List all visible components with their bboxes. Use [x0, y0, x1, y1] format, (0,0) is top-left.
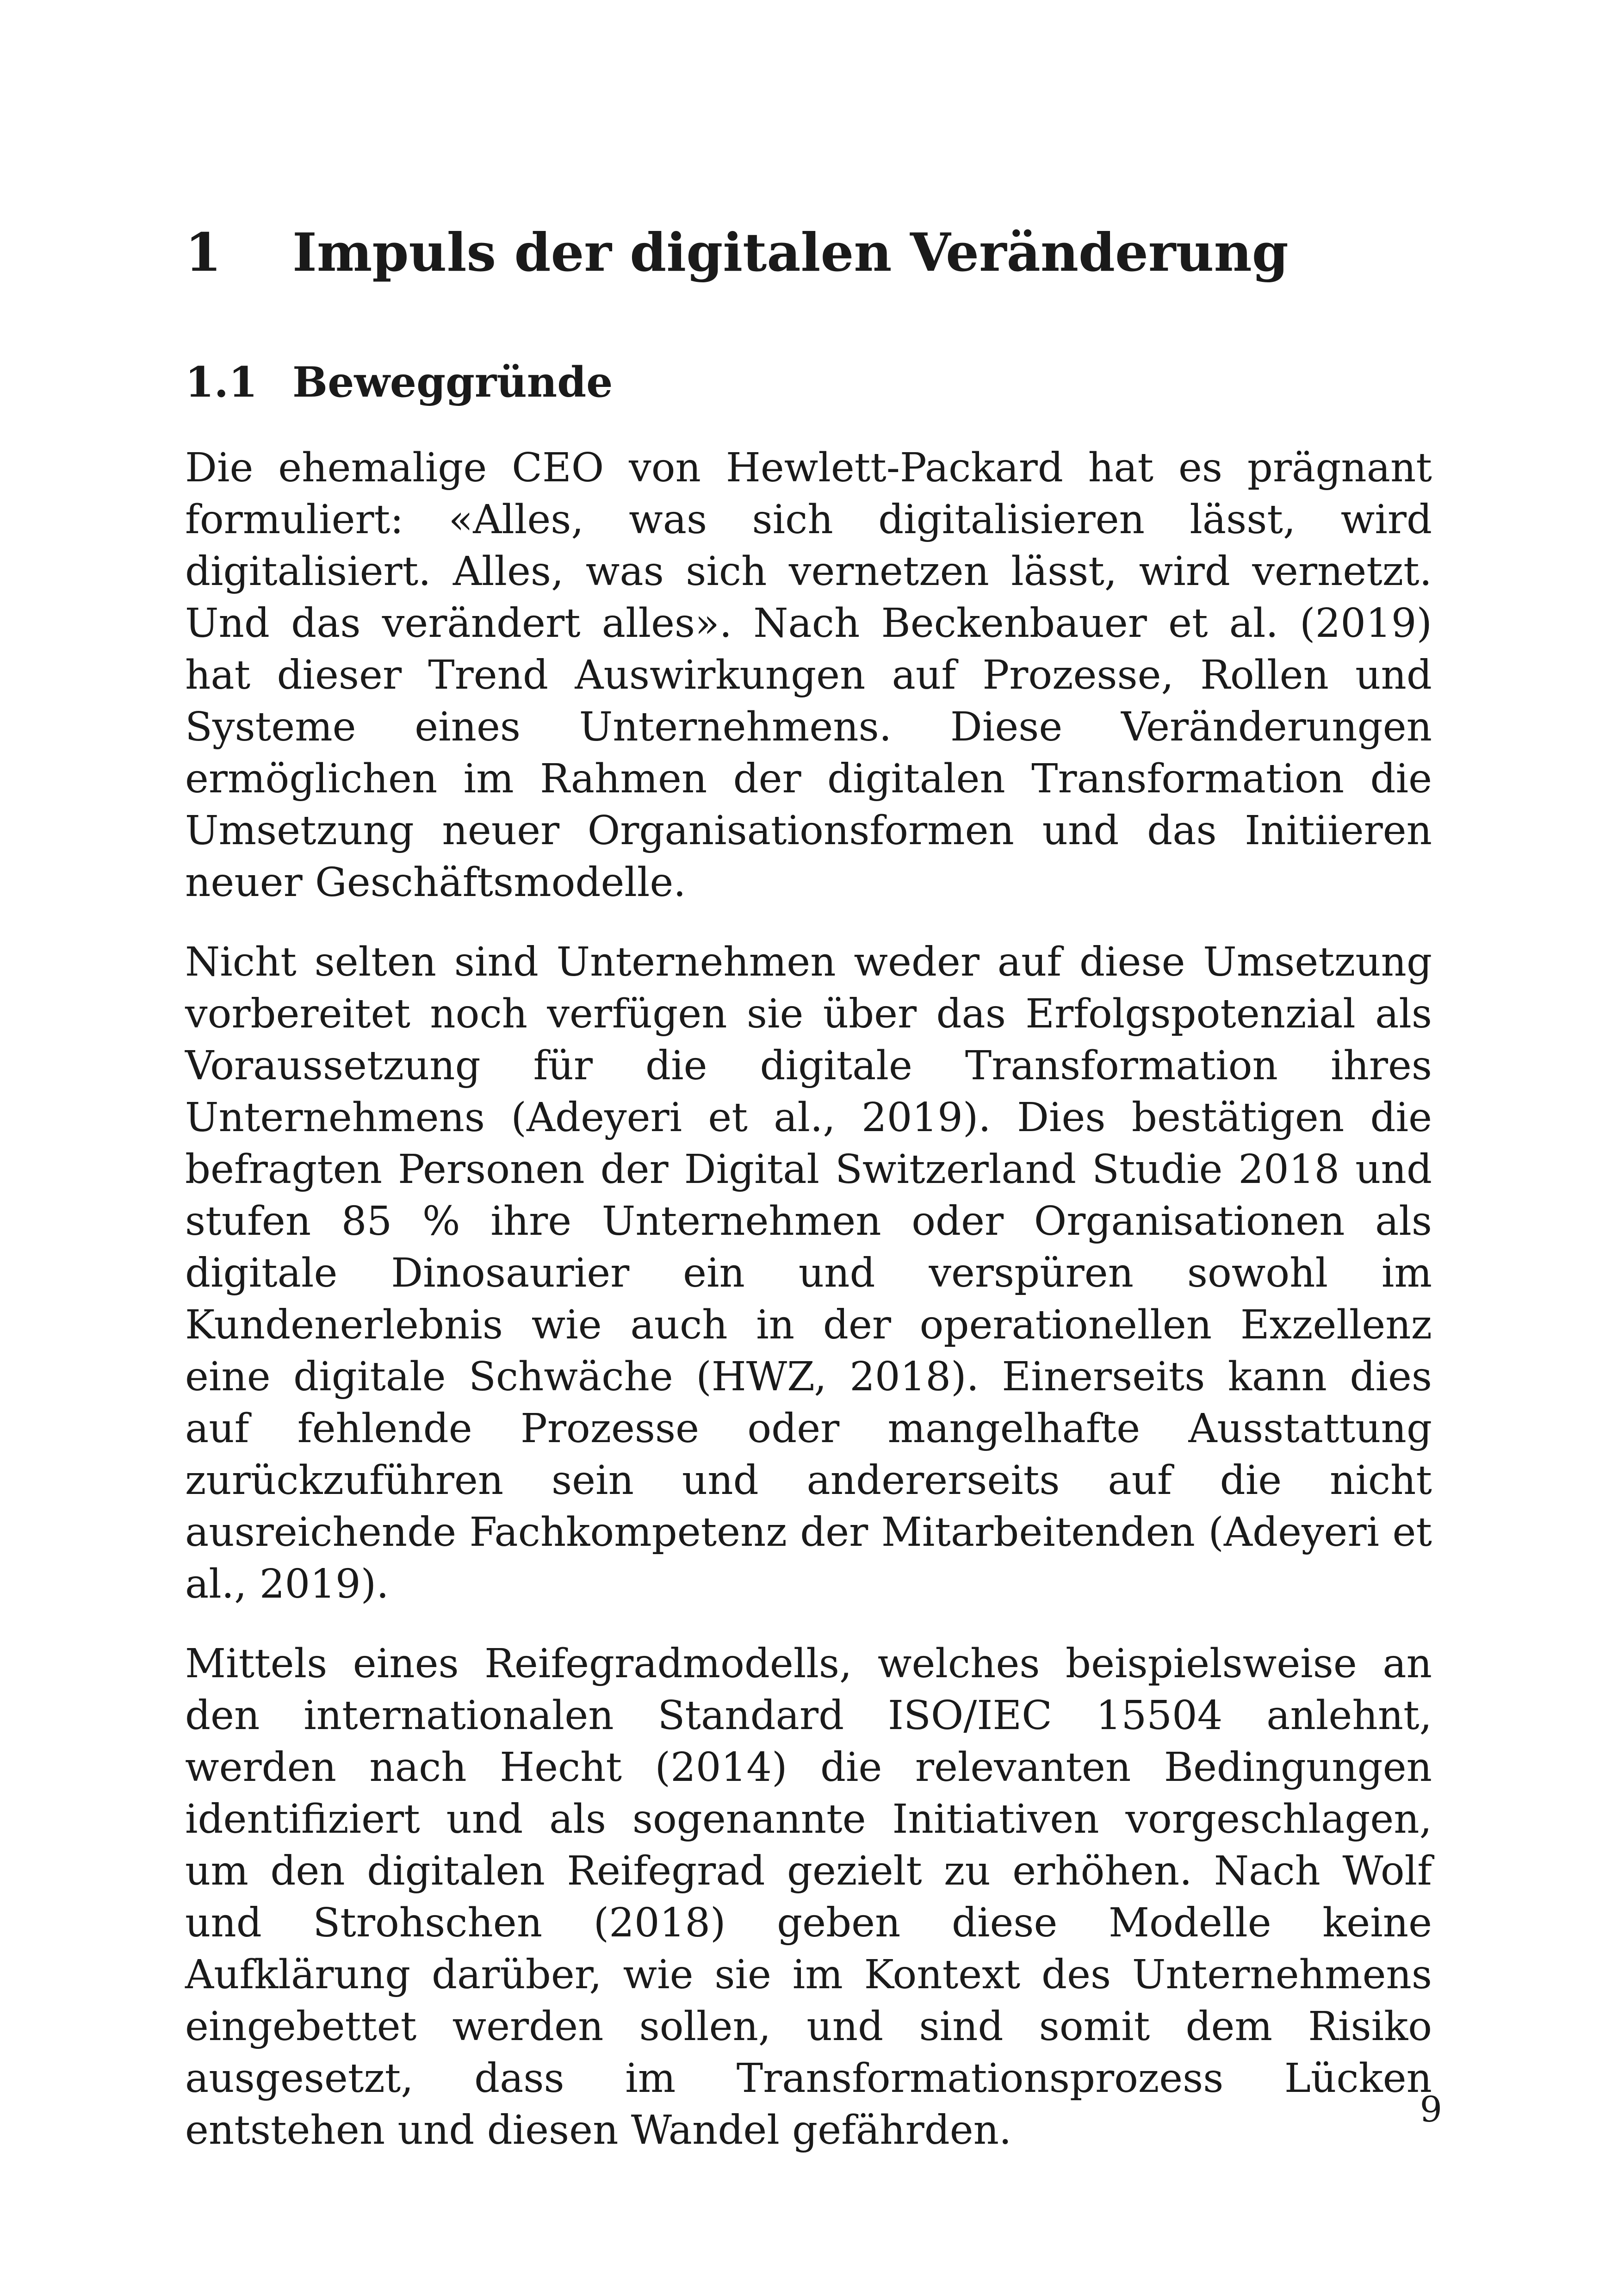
section-title: Beweggründe	[292, 358, 613, 407]
section-number: 1.1	[185, 358, 258, 407]
paragraph-1: Die ehemalige CEO von Hewlett-Packard hat es prägnant formuliert: «Alles, was sich digitalisieren lässt, wird digitalisiert. Alles, was sich vernetzen lässt, wird vernetzt. Und das verändert alles». Nach Beckenbauer et al. (2019) hat dieser Trend Auswirkungen auf Prozesse, Rollen und Systeme eines Unternehmens. Diese Veränderungen ermöglichen im Rahmen der digitalen Transformation die Umsetzung neuer Organisationsformen und das Initiieren neuer Geschäftsmodelle.	[185, 445, 1432, 906]
paragraph-2: Nicht selten sind Unternehmen weder auf diese Umsetzung vorbereitet noch verfügen sie über das Erfolgspotenzial als Voraussetzung für die digitale Transformation ihres Unternehmens (Adeyeri et al., 2019). Dies bestätigen die befragten Personen der Digital Switzerland Studie 2018 und stufen 85 % ihre Unternehmen oder Organisationen als digitale Dinosaurier ein und verspüren sowohl im Kundenerlebnis wie auch in der operationellen Exzellenz eine digitale Schwäche (HWZ, 2018). Einerseits kann dies auf fehlende Prozesse oder mangelhafte Ausstattung zurückzuführen sein und andererseits auf die nicht ausreichende Fachkompetenz der Mitarbeitenden (Adeyeri et al., 2019).	[185, 939, 1432, 1607]
paragraph-3: Mittels eines Reifegradmodells, welches beispielsweise an den internationalen Standard ISO/IEC 15504 anlehnt, werden nach Hecht (2014) die relevanten Bedingungen identifiziert und als sogenannte Initiativen vorgeschlagen, um den digitalen Reifegrad gezielt zu erhöhen. Nach Wolf und Strohschen (2018) geben diese Modelle keine Aufklärung darüber, wie sie im Kontext des Unternehmens eingebettet werden sollen, und sind somit dem Risiko ausgesetzt, dass im Transformationsprozess Lücken entstehen und diesen Wandel gefährden.	[185, 1641, 1432, 2153]
page-number: 9	[1420, 2089, 1442, 2130]
section-heading	[185, 357, 1434, 407]
chapter-title: Impuls der digitalen Veränderung	[292, 222, 1289, 283]
body-text	[185, 442, 1432, 2184]
chapter-heading	[185, 221, 1434, 284]
chapter-number: 1	[185, 222, 222, 283]
